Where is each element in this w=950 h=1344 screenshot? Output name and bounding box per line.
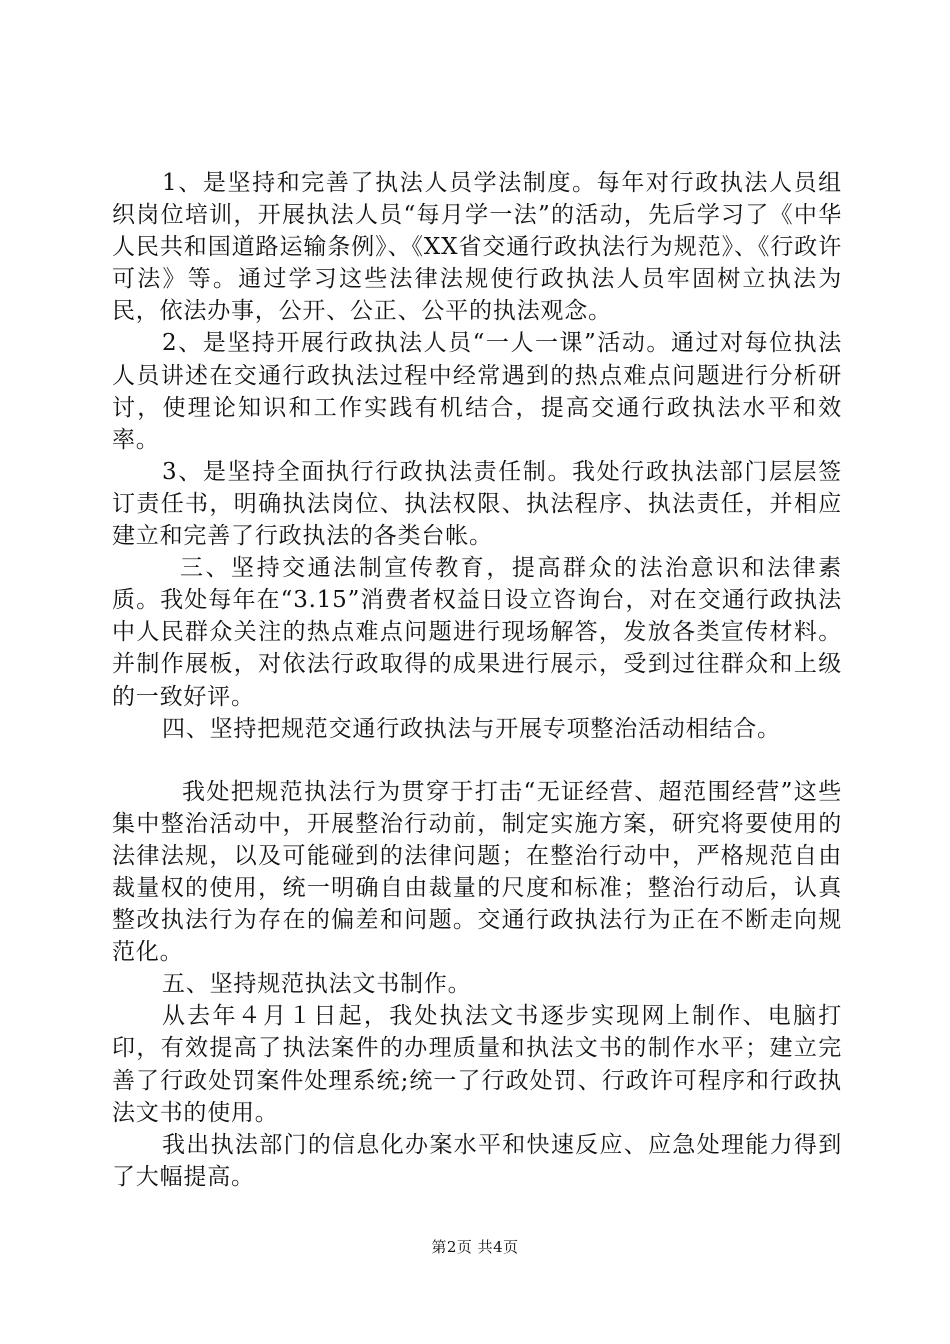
paragraph-6: 我处把规范执法行为贯穿于打击“无证经营、超范围经营”这些集中整治活动中，开展整治行动前，制定实施方案，研究将要使用的法律法规，以及可能碰到的法律问题；在整治行动中，严格规范自由裁量权的使用，统一明确自由裁量的尺度和标准；整治行动后，认真整改执法行为存在的偏差和问题。交通行政执法行为正在不断走向规范化。 [112,778,842,966]
paragraph-9: 我出执法部门的信息化办案水平和快速反应、应急处理能力得到了大幅提高。 [112,1131,842,1190]
page-footer [0,1236,950,1257]
page-number-label: 第2页 共4页 [431,1238,519,1256]
paragraph-7: 五、坚持规范执法文书制作。 [162,971,472,998]
paragraph-5: 四、坚持把规范交通行政执法与开展专项整治活动相结合。 [162,715,781,742]
paragraph-1: 1、是坚持和完善了执法人员学法制度。每年对行政执法人员组织岗位培训，开展执法人员“每月学一法”的活动，先后学习了《中华人民共和国道路运输条例》、《XX省交通行政执法行为规范》、《行政许可法》等。通过学习这些法律法规使行政执法人员牢固树立执法为民，依法办事，公开、公正、公平的执法观念。 [112,170,842,325]
paragraph-2: 2、是坚持开展行政执法人员“一人一课”活动。通过对每位执法人员讲述在交通行政执法过程中经常遇到的热点难点问题进行分析研讨，使理论知识和工作实践有机结合，提高交通行政执法水平和效率。 [112,330,842,453]
paragraph-3: 3、是坚持全面执行行政执法责任制。我处行政执法部门层层签订责任书，明确执法岗位、执法权限、执法程序、执法责任，并相应建立和完善了行政执法的各类台帐。 [112,458,842,550]
paragraph-4: 三、坚持交通法制宣传教育，提高群众的法治意识和法律素质。我处每年在“3.15”消费者权益日设立咨询台，对在交通行政执法中人民群众关注的热点难点问题进行现场解答，发放各类宣传材料。并制作展板，对依法行政取得的成果进行展示，受到过往群众和上级的一致好评。 [112,555,842,710]
document-body [112,167,842,1193]
paragraph-8: 从去年４月１日起，我处执法文书逐步实现网上制作、电脑打印，有效提高了执法案件的办理质量和执法文书的制作水平；建立完善了行政处罚案件处理系统;统一了行政处罚、行政许可程序和行政执法文书的使用。 [112,1003,842,1126]
